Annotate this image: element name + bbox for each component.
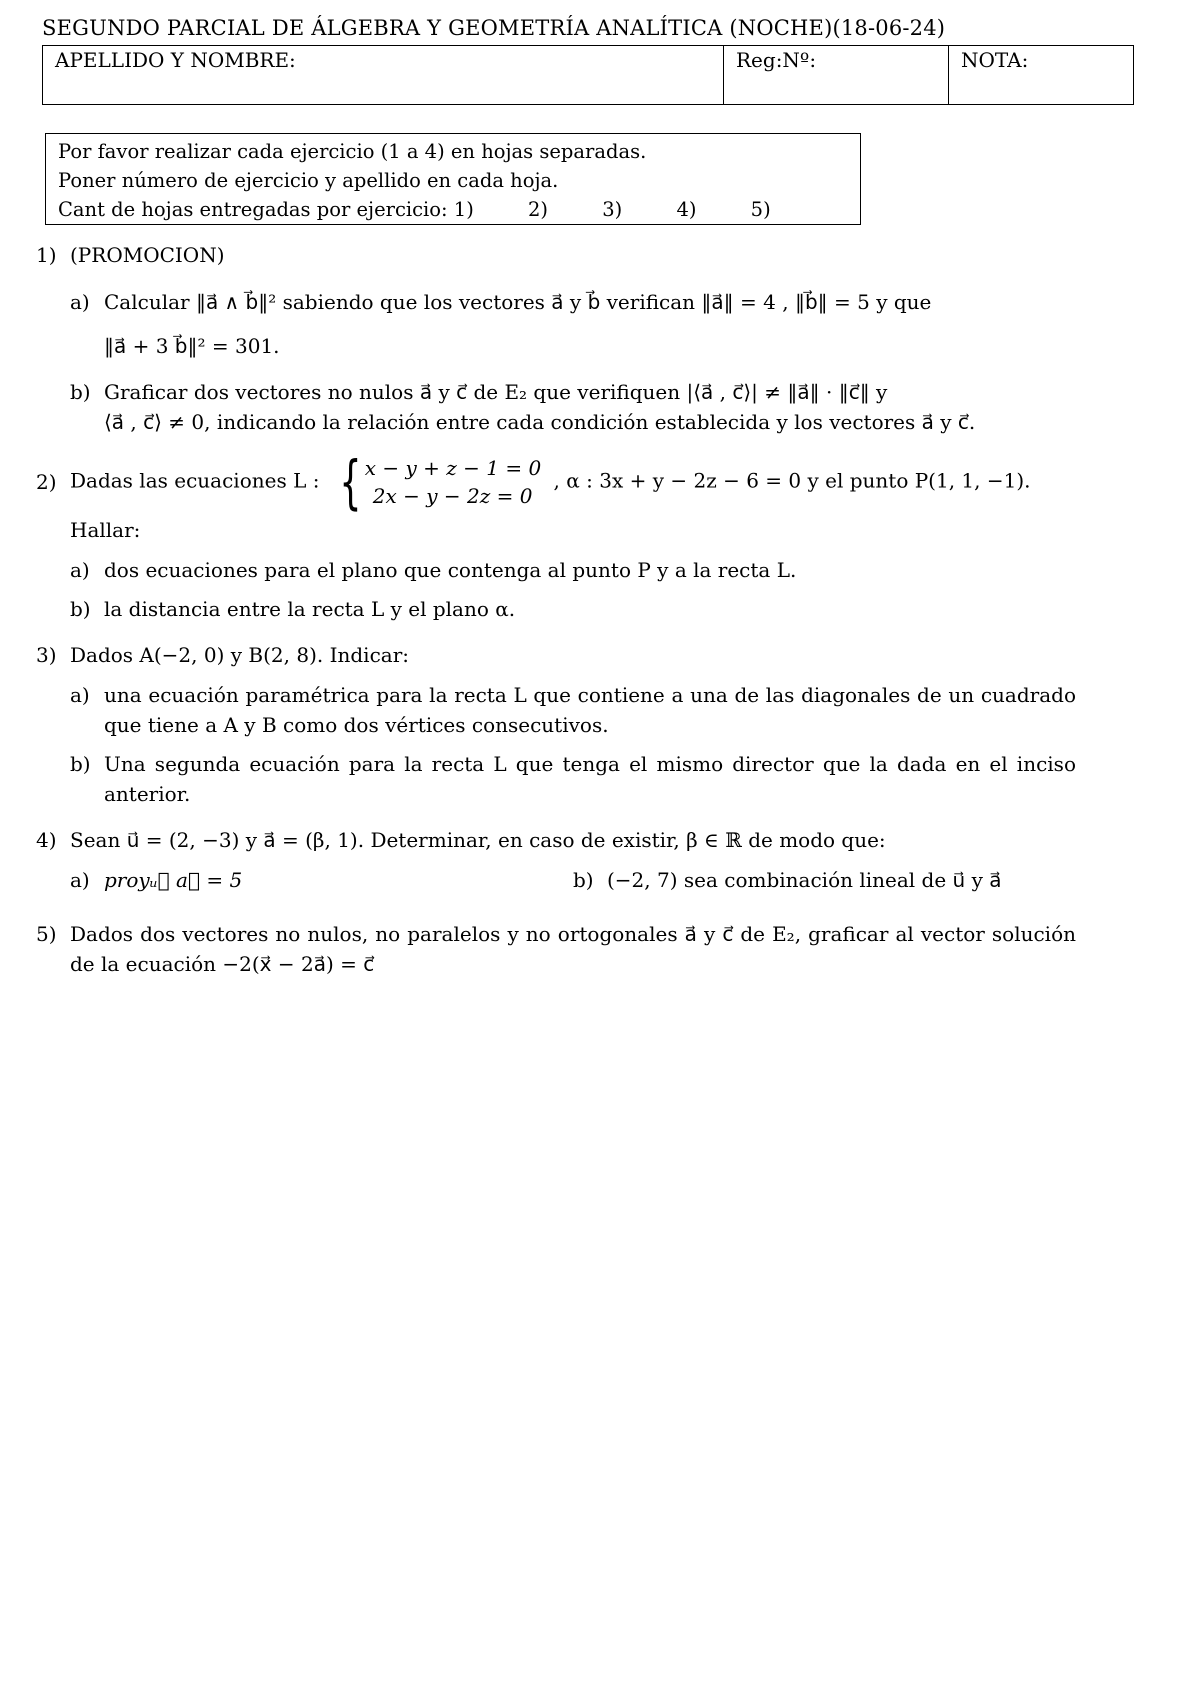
instruction-line-3 bbox=[58, 195, 848, 224]
sheets-count-label: Cant de hojas entregadas por ejercicio: bbox=[58, 198, 448, 221]
system-equation-2: 2x − y − 2z = 0 bbox=[372, 484, 533, 508]
item-label: a) bbox=[70, 868, 90, 892]
item-4a bbox=[70, 865, 573, 895]
instruction-line-2: Poner número de ejercicio y apellido en cada hoja. bbox=[58, 169, 559, 192]
item-1a bbox=[70, 280, 1076, 368]
exercise-heading: Sean u⃗ = (2, −3) y a⃗ = (β, 1). Determinar, en caso de existir, β ∈ ℝ de modo que: bbox=[70, 828, 886, 852]
instructions-box bbox=[45, 133, 861, 225]
name-label: APELLIDO Y NOMBRE: bbox=[55, 48, 296, 72]
item-3b bbox=[70, 749, 1076, 809]
item-label: b) bbox=[573, 868, 594, 892]
grade-label: NOTA: bbox=[961, 48, 1029, 72]
brace-icon: { bbox=[339, 448, 362, 516]
registration-field[interactable] bbox=[723, 46, 948, 104]
item-3a bbox=[70, 680, 1076, 740]
item-text: ⟨a⃗ , c⃗⟩ ≠ 0, indicando la relación entre cada condición establecida y los vectores a⃗ y c⃗. bbox=[104, 410, 976, 434]
instruction-line-1: Por favor realizar cada ejercicio (1 a 4) en hojas separadas. bbox=[58, 140, 647, 163]
exercise-number: 4) bbox=[36, 828, 57, 852]
grade-field[interactable] bbox=[948, 46, 1133, 104]
exercise-heading: Hallar: bbox=[70, 518, 141, 542]
exercise-5 bbox=[36, 919, 1076, 979]
item-4b bbox=[573, 865, 1076, 895]
exercises bbox=[36, 240, 1076, 995]
item-label: b) bbox=[70, 597, 91, 621]
exercise-3 bbox=[36, 640, 1076, 809]
exercise-number: 2) bbox=[36, 470, 57, 494]
exercise-heading: Dados A(−2, 0) y B(2, 8). Indicar: bbox=[70, 643, 409, 667]
item-text: la distancia entre la recta L y el plano α. bbox=[104, 597, 516, 621]
sheets-slot-3: 3) bbox=[602, 198, 623, 221]
heading-text: Dadas las ecuaciones L : bbox=[70, 468, 320, 493]
exercise-number: 5) bbox=[36, 922, 57, 946]
exercise-1 bbox=[36, 240, 1076, 437]
item-label: b) bbox=[70, 380, 91, 404]
item-label: a) bbox=[70, 558, 90, 582]
sheets-slot-2: 2) bbox=[528, 198, 549, 221]
item-text: dos ecuaciones para el plano que contenga al punto P y a la recta L. bbox=[104, 558, 797, 582]
item-text: Una segunda ecuación para la recta L que tenga el mismo director que la dada en el inciso anterior. bbox=[104, 752, 1076, 806]
item-label: a) bbox=[70, 683, 90, 707]
sheets-slot-5: 5) bbox=[750, 198, 771, 221]
student-info-table bbox=[42, 45, 1134, 105]
item-2a bbox=[70, 555, 1076, 585]
exercise-text: Dados dos vectores no nulos, no paralelos y no ortogonales a⃗ y c⃗ de E₂, graficar al vector solución de la ecuación −2(x⃗ − 2a⃗) = c⃗ bbox=[70, 922, 1076, 976]
item-text: Calcular ‖a⃗ ∧ b⃗‖² sabiendo que los vectores a⃗ y b⃗ verifican ‖a⃗‖ = 4 , ‖b⃗‖ = 5 y que bbox=[104, 290, 932, 314]
item-text: Graficar dos vectores no nulos a⃗ y c⃗ de E₂ que verifiquen |⟨a⃗ , c⃗⟩| ≠ ‖a⃗‖ · ‖c⃗‖ y bbox=[104, 380, 888, 404]
item-text: (−2, 7) sea combinación lineal de u⃗ y a⃗ bbox=[607, 868, 1002, 892]
exercise-4 bbox=[36, 825, 1076, 895]
item-text: ‖a⃗ + 3 b⃗‖² = 301. bbox=[104, 334, 280, 358]
heading-text: , α : 3x + y − 2z − 6 = 0 y el punto P(1, 1, −1). bbox=[553, 468, 1031, 493]
sheets-slot-4: 4) bbox=[676, 198, 697, 221]
item-label: b) bbox=[70, 752, 91, 776]
registration-label: Reg:Nº: bbox=[736, 48, 817, 72]
item-text: una ecuación paramétrica para la recta L que contiene a una de las diagonales de un cuadrado que tiene a A y B como dos vértices consecutivos. bbox=[104, 683, 1076, 737]
sheets-slot-1: 1) bbox=[453, 198, 474, 221]
equation-system bbox=[332, 448, 542, 516]
exercise-heading bbox=[70, 448, 1076, 516]
item-text: proyᵤ⃗ a⃗ = 5 bbox=[104, 868, 243, 892]
exam-title: SEGUNDO PARCIAL DE ÁLGEBRA Y GEOMETRÍA ANALÍTICA (NOCHE)(18-06-24) bbox=[42, 16, 946, 40]
system-equation-1: x − y + z − 1 = 0 bbox=[364, 456, 542, 480]
exercise-2 bbox=[36, 448, 1076, 624]
exercise-number: 3) bbox=[36, 643, 57, 667]
exercise-heading: (PROMOCION) bbox=[70, 243, 225, 267]
item-1b bbox=[70, 377, 1076, 437]
exercise-number: 1) bbox=[36, 243, 57, 267]
item-label: a) bbox=[70, 290, 90, 314]
item-2b bbox=[70, 594, 1076, 624]
name-field[interactable] bbox=[43, 46, 723, 104]
items-row bbox=[70, 865, 1076, 895]
